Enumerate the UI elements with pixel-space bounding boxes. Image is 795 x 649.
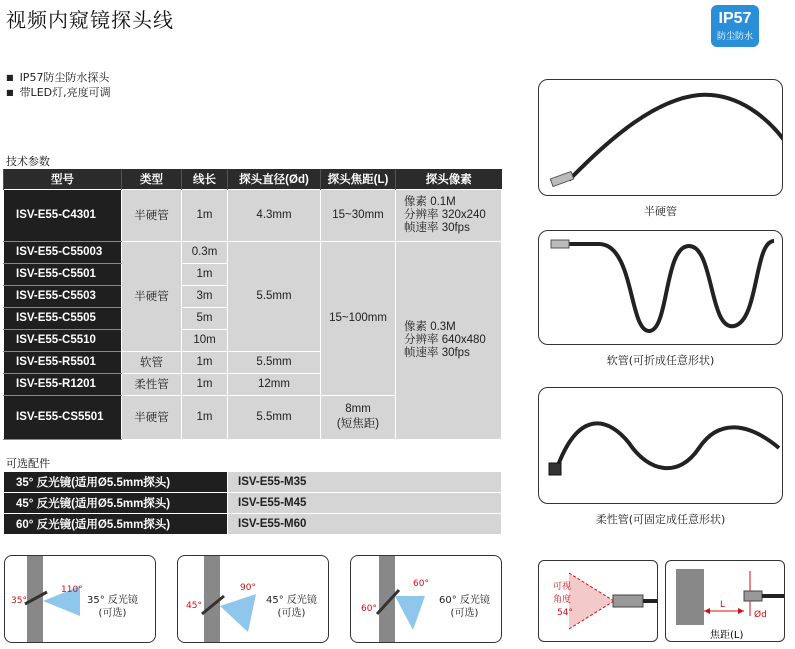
flexible-caption: 柔性管(可固定成任意形状) [595,513,726,526]
semi-rigid-caption: 半硬管 [644,205,677,218]
diameter-cell: 5.5mm [228,241,321,351]
th-diameter: 探头直径(Ød) [228,169,321,189]
mirror-35-label [87,594,138,620]
ip57-badge [711,5,759,47]
model-cell: ISV-E55-C5510 [4,329,122,351]
mirror-angle-label: 45° [186,601,202,611]
th-length: 线长 [182,169,228,189]
mirror-60-label [439,594,490,620]
spec-section-title: 技术参数 [6,155,50,168]
mirror-optional: (可选) [98,608,127,619]
model-cell: ISV-E55-C55003 [4,241,122,263]
type-cell: 半硬管 [122,189,182,241]
focus-cell [321,395,396,439]
flexible-cable-image [539,388,783,504]
model-cell: ISV-E55-R5501 [4,351,122,373]
mirror-45-card [177,555,329,643]
accessory-model: ISV-E55-M45 [228,493,502,514]
mirror-45-illustration [178,556,258,643]
accessory-section-title: 可选配件 [6,457,50,470]
length-cell: 1m [182,395,228,439]
pixels-cell [396,241,502,439]
spec-table [3,169,502,440]
length-cell: 0.3m [182,241,228,263]
mirror-optional: (可选) [450,608,479,619]
diameter-cell: 4.3mm [228,189,321,241]
model-cell: ISV-E55-C5503 [4,285,122,307]
model-cell: ISV-E55-R1201 [4,373,122,395]
diameter-cell: 5.5mm [228,351,321,373]
th-focus: 探头焦距(L) [321,169,396,189]
length-cell: 5m [182,307,228,329]
length-cell: 3m [182,285,228,307]
resolution-line: 分辨率 320x240 [404,208,486,221]
focus-cell: 15~30mm [321,189,396,241]
model-cell: ISV-E55-CS5501 [4,395,122,439]
fps-line: 帧速率 30fps [404,221,470,234]
focus-note: (短焦距) [336,418,380,430]
focus-caption: 焦距(L) [710,630,744,641]
focus-value: 8mm [345,403,371,415]
view-label-1: 可视 [553,582,572,592]
soft-photo [538,230,783,345]
length-cell: 10m [182,329,228,351]
type-cell: 柔性管 [122,373,182,395]
type-cell: 软管 [122,351,182,373]
accessory-name: 60° 反光镜(适用Ø5.5mm探头) [4,514,228,535]
semi-rigid-cable-image [539,80,783,196]
pixels-cell [396,189,502,241]
accessory-model: ISV-E55-M35 [228,472,502,493]
view-angle-label: 60° [413,579,429,589]
accessory-table [3,471,502,535]
feature-item: ■ 带LED灯,亮度可调 [6,85,111,100]
flexible-photo [538,387,783,504]
mirror-optional: (可选) [277,608,306,619]
pixels-line: 像素 0.3M [404,320,456,333]
type-cell: 半硬管 [122,395,182,439]
fps-line: 帧速率 30fps [404,346,470,359]
mirror-60-illustration [351,556,431,643]
feature-item: ■ IP57防尘防水探头 [6,70,111,85]
page-title: 视频内窥镜探头线 [6,8,174,32]
length-cell: 1m [182,189,228,241]
accessory-name: 35° 反光镜(适用Ø5.5mm探头) [4,472,228,493]
mirror-60-card [350,555,502,643]
diameter-cell: 5.5mm [228,395,321,439]
th-pixels: 探头像素 [396,169,502,189]
accessory-model: ISV-E55-M60 [228,514,502,535]
length-cell: 1m [182,351,228,373]
badge-sub: 防尘防水 [716,31,753,41]
model-cell: ISV-E55-C5505 [4,307,122,329]
focus-cell: 15~100mm [321,241,396,395]
type-cell: 半硬管 [122,241,182,351]
mirror-35-card [4,555,156,643]
th-type: 类型 [122,169,182,189]
model-cell: ISV-E55-C4301 [4,189,122,241]
view-angle-label: 90° [240,583,256,593]
diameter-label: Ød [754,610,767,620]
mirror-name: 60° 反光镜 [439,595,490,606]
mirror-name: 35° 反光镜 [87,595,138,606]
semi-rigid-photo [538,79,783,196]
mirror-angle-label: 35° [11,596,27,606]
th-model: 型号 [4,169,122,189]
view-label-2: 角度 [553,595,572,605]
focus-L-label: L [720,600,726,610]
soft-cable-image [539,231,783,345]
mirror-35-illustration [5,556,85,643]
soft-caption: 软管(可折成任意形状) [606,354,715,367]
focus-diagram [665,560,785,642]
mirror-name: 45° 反光镜 [266,595,317,606]
diameter-cell: 12mm [228,373,321,395]
resolution-line: 分辨率 640x480 [404,333,486,346]
view-angle-label: 110° [61,585,83,595]
pixels-line: 像素 0.1M [404,195,456,208]
feature-list [6,70,111,100]
badge-ip: IP57 [718,10,752,27]
mirror-45-label [266,594,317,620]
length-cell: 1m [182,263,228,285]
mirror-angle-label: 60° [361,604,377,614]
view-angle-diagram [538,560,658,642]
model-cell: ISV-E55-C5501 [4,263,122,285]
view-label-3: 54° [557,608,573,618]
focus-illustration [666,561,785,642]
accessory-name: 45° 反光镜(适用Ø5.5mm探头) [4,493,228,514]
length-cell: 1m [182,373,228,395]
view-angle-illustration [539,561,658,642]
